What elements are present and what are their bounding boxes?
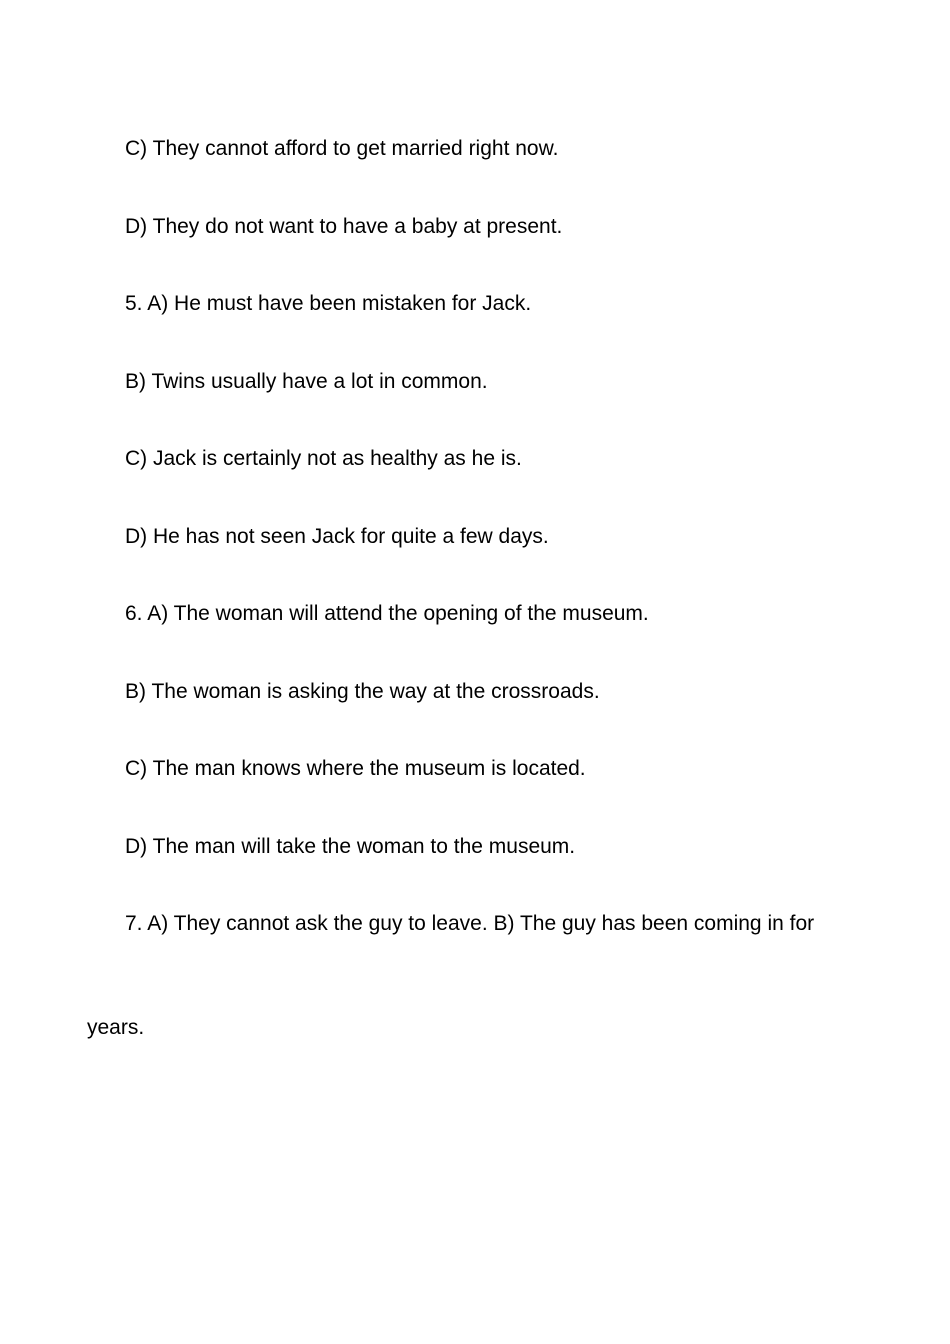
question-6-option-a: 6. A) The woman will attend the opening of the museum. [125, 602, 649, 625]
option-5d: D) He has not seen Jack for quite a few days. [125, 525, 549, 548]
option-6b: B) The woman is asking the way at the crossroads. [125, 680, 600, 703]
option-4d: D) They do not want to have a baby at present. [125, 215, 563, 238]
question-5-option-a: 5. A) He must have been mistaken for Jack. [125, 292, 532, 315]
question-7-continuation: years. [87, 1016, 145, 1039]
question-7-options-a-b: 7. A) They cannot ask the guy to leave. B) The guy has been coming in for [125, 912, 815, 935]
option-5c: C) Jack is certainly not as healthy as he is. [125, 447, 522, 470]
option-6d: D) The man will take the woman to the museum. [125, 835, 576, 858]
option-4c: C) They cannot afford to get married right now. [125, 137, 559, 160]
option-5b: B) Twins usually have a lot in common. [125, 370, 488, 393]
option-6c: C) The man knows where the museum is located. [125, 757, 586, 780]
